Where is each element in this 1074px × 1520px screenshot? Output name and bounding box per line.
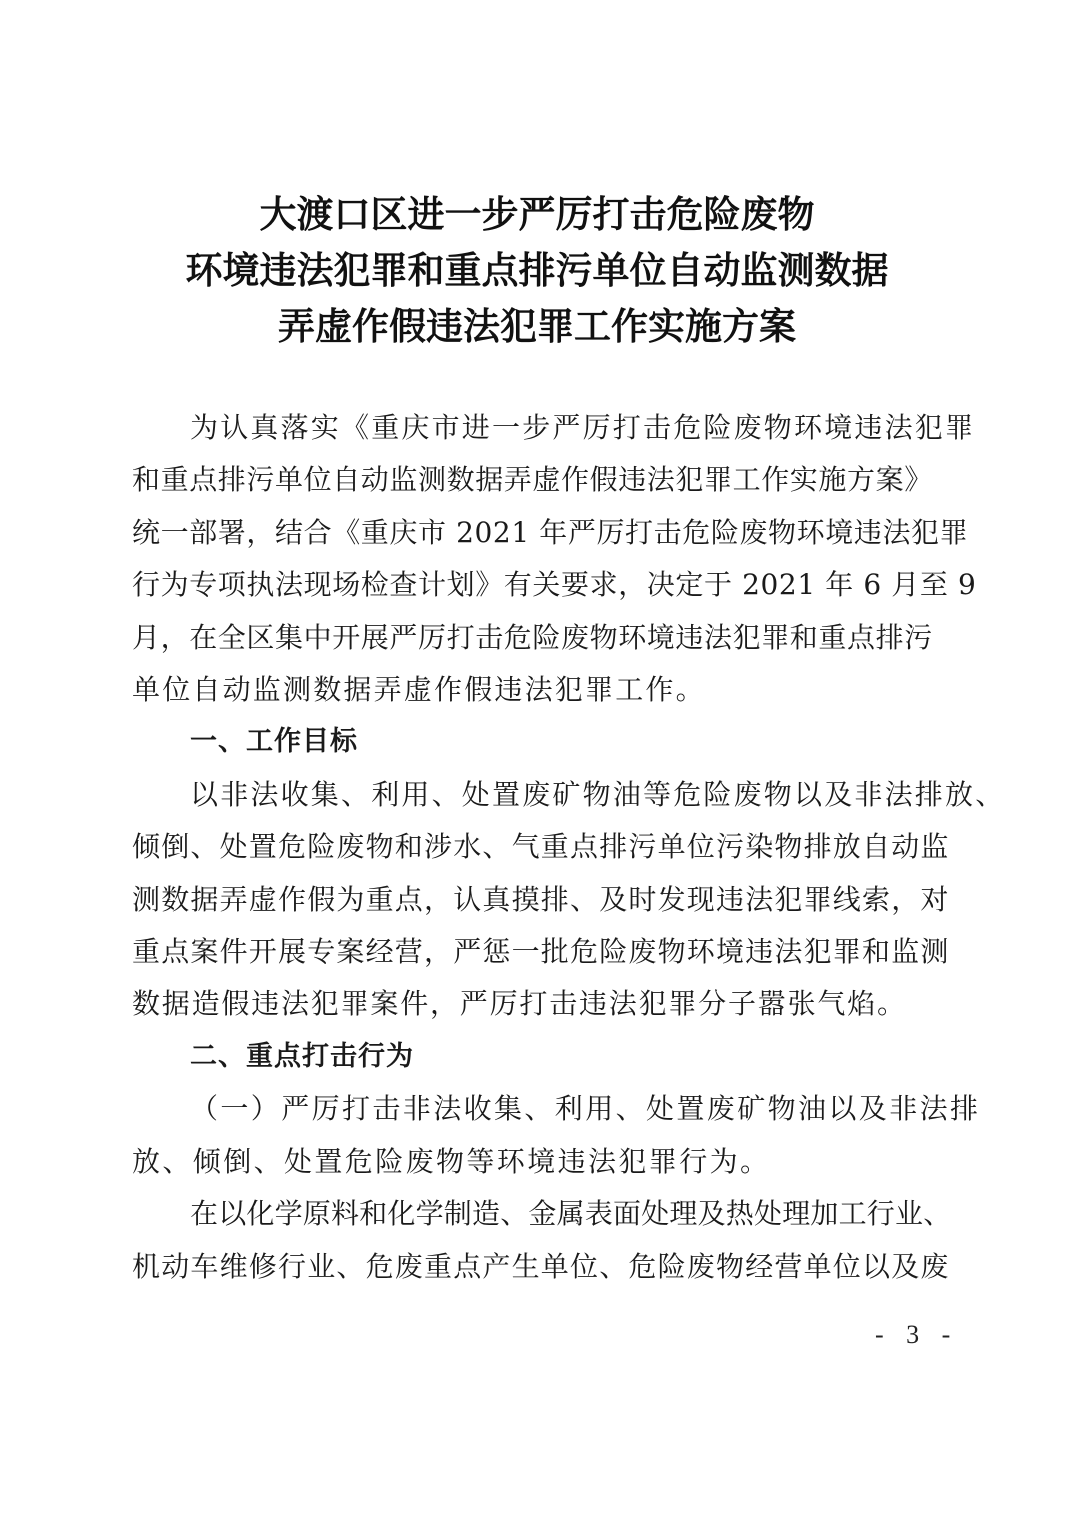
title-line-3: 弄虚作假违法犯罪工作实施方案	[278, 304, 796, 348]
section-1-paragraph	[132, 769, 1006, 1031]
section-2-sub-1-line-1: （一）严厉打击非法收集、利用、处置废矿物油以及非法排	[190, 1092, 981, 1126]
section-1-heading: 一、工作目标	[190, 726, 358, 758]
section-2-heading: 二、重点打击行为	[190, 1040, 414, 1072]
section-2-line-1: 在以化学原料和化学制造、金属表面处理及热处理加工行业、	[190, 1197, 952, 1231]
intro-line-6: 单位自动监测数据弄虚作假违法犯罪工作。	[132, 673, 706, 707]
intro-line-5: 月，在全区集中开展严厉打击危险废物环境违法犯罪和重点排污	[132, 620, 933, 654]
page-number: - 3 -	[875, 1320, 959, 1349]
section-1-line-5: 数据造假违法犯罪案件，严厉打击违法犯罪分子嚣张气焰。	[132, 987, 907, 1021]
document-body	[132, 402, 1006, 1293]
intro-line-4: 行为专项执法现场检查计划》有关要求，决定于 2021 年 6 月至 9	[132, 568, 977, 602]
title-line-2: 环境违法犯罪和重点排污单位自动监测数据	[185, 248, 889, 292]
section-1-line-2: 倾倒、处置危险废物和涉水、气重点排污单位污染物排放自动监	[132, 830, 950, 864]
section-2-line-2: 机动车维修行业、危废重点产生单位、危险废物经营单位以及废	[132, 1249, 950, 1283]
section-1-line-4: 重点案件开展专案经营，严惩一批危险废物环境违法犯罪和监测	[132, 935, 950, 969]
intro-line-1: 为认真落实《重庆市进一步严厉打击危险废物环境违法犯罪	[190, 411, 976, 444]
intro-line-3: 统一部署，结合《重庆市 2021 年严厉打击危险废物环境违法犯罪	[132, 515, 969, 549]
intro-line-2: 和重点排污单位自动监测数据弄虚作假违法犯罪工作实施方案》	[132, 463, 933, 497]
section-2-paragraph	[132, 1188, 952, 1293]
section-1-line-1: 以非法收集、利用、处置废矿物油等危险废物以及非法排放、	[190, 777, 1006, 811]
section-1-line-3: 测数据弄虚作假为重点，认真摸排、及时发现违法犯罪线索，对	[132, 882, 950, 916]
document-title	[0, 186, 1074, 354]
section-2-sub-1-line-2: 放、倾倒、处置危险废物等环境违法犯罪行为。	[132, 1144, 771, 1178]
title-line-1: 大渡口区进一步严厉打击危险废物	[259, 192, 815, 236]
intro-paragraph	[132, 402, 977, 716]
section-2-subsection-1	[132, 1083, 981, 1188]
